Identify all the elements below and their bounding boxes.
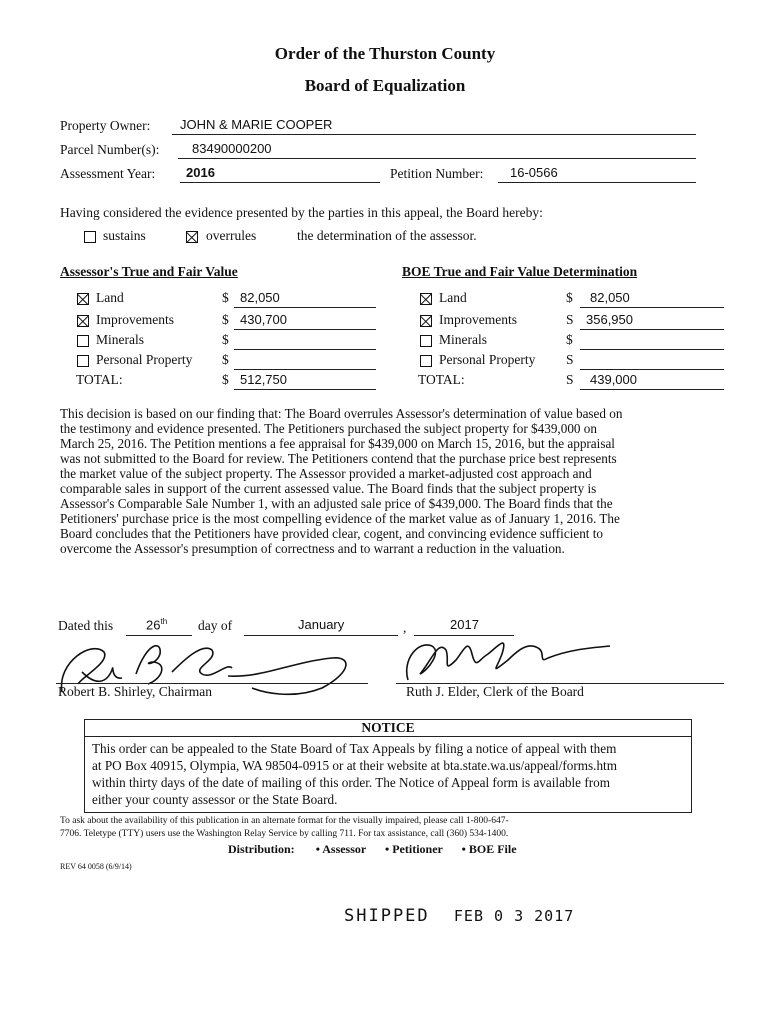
clerk-signature [398,630,618,690]
boe-minerals-currency: $ [566,332,573,347]
findings-line: was not submitted to the Board for review. The Petitioners contend that the purchase price best represents [60,451,617,466]
boe-total-value: 439,000 [590,372,637,387]
findings-line: overcome the Assessor's presumption of correctness and to warrant a reduction in the valuation. [60,541,565,556]
findings-line: the market value of the subject property. The Assessor provided a market-adjusted cost approach and [60,466,592,481]
findings-line: comparable sales in support of the current assessed value. The Board finds that the subject property is [60,481,597,496]
parcel-label: Parcel Number(s): [60,142,160,157]
boe-total-underline [580,388,724,390]
assessor-improvements-underline [234,328,376,330]
assessor-personal-property-label: Personal Property [96,352,193,367]
dated-dayof: day of [198,618,233,633]
boe-improvements-underline [580,328,724,330]
dated-prefix: Dated this [58,618,114,633]
notice-line: either your county assessor or the State Board. [92,792,338,807]
assessor-minerals-currency: $ [222,332,229,347]
findings-line: Board concludes that the Petitioners have provided clear, cogent, and convincing evidence sufficient to [60,526,604,541]
assessor-total-value: 512,750 [240,372,287,387]
overrules-checkbox [186,231,198,243]
findings-line: Petitioners' purchase price is the most compelling evidence of the market value as of January 1, 2016. The [60,511,620,526]
boe-land-underline [580,306,724,308]
findings-paragraph [60,406,720,556]
boe-minerals-underline [580,348,724,350]
assessor-land-checkbox [77,293,89,305]
dated-year: 2017 [450,617,479,632]
notice-line: within thirty days of the date of mailing of this order. The Notice of Appeal form is available from [92,775,610,790]
assessor-improvements-value: 430,700 [240,312,287,327]
owner-label: Property Owner: [60,118,151,133]
boe-improvements-value: 356,950 [586,312,633,327]
distribution-item: • Assessor [315,842,367,856]
boe-land-checkbox [420,293,432,305]
distribution-item: • BOE File [461,842,517,856]
form-id: REV 64 0058 (6/9/14) [60,862,132,871]
findings-line: March 25, 2016. The Petition mentions a fee appraisal for $439,000 on March 15, 2016, but the appraisal [60,436,615,451]
assessor-personal-property-currency: $ [222,352,229,367]
assessor-minerals-checkbox [77,335,89,347]
distribution-row [228,842,517,857]
notice-text [92,740,688,808]
distribution-item: • Petitioner [385,842,443,856]
chairman-name: Robert B. Shirley, Chairman [58,684,212,699]
accessibility-line: To ask about the availability of this publication in an alternate format for the visually impaired, please call 1-800-647- [60,816,509,826]
assessor-heading: Assessor's True and Fair Value [60,264,238,279]
parcel-value: 83490000200 [192,141,272,156]
owner-underline [172,133,696,135]
boe-improvements-label: Improvements [439,312,517,327]
owner-value: JOHN & MARIE COOPER [180,117,333,132]
boe-personal-property-label: Personal Property [439,352,536,367]
boe-land-label: Land [439,290,467,305]
distribution-label: Distribution: [228,842,295,856]
assessor-minerals-label: Minerals [96,332,144,347]
shipped-date: FEB 0 3 2017 [453,907,575,925]
assessment-year-label: Assessment Year: [60,166,156,181]
document-title-line1: Order of the Thurston County [274,44,496,63]
boe-land-currency: $ [566,290,573,305]
assessor-land-label: Land [96,290,124,305]
boe-personal-property-checkbox [420,355,432,367]
decision-tail: the determination of the assessor. [297,228,477,243]
assessor-land-value: 82,050 [240,290,280,305]
boe-total-label: TOTAL: [418,372,465,387]
parcel-underline [178,157,696,159]
boe-land-value: 82,050 [590,290,630,305]
petition-number-value: 16-0566 [510,165,558,180]
assessment-year-underline [180,181,380,183]
dated-day: 26th [146,617,168,633]
boe-improvements-currency: S [566,312,574,327]
assessor-personal-property-checkbox [77,355,89,367]
boe-improvements-checkbox [420,315,432,327]
notice-line: at PO Box 40915, Olympia, WA 98504-0915 or at their website at bta.state.wa.us/appeal/forms.htm [92,758,617,773]
accessibility-line: 7706. Teletype (TTY) users use the Washington Relay Service by calling 711. For tax assistance, call (360) 534-1400. [60,829,509,839]
boe-personal-property-currency: S [566,352,574,367]
dated-month: January [298,617,345,632]
sustains-checkbox [84,231,96,243]
notice-line: This order can be appealed to the State Board of Tax Appeals by filing a notice of appeal with them [92,741,617,756]
boe-minerals-label: Minerals [439,332,487,347]
boe-minerals-checkbox [420,335,432,347]
document-title-line2: Board of Equalization [304,76,466,95]
dated-comma: , [403,620,407,635]
petition-number-label: Petition Number: [390,166,484,181]
assessor-improvements-currency: $ [222,312,229,327]
shipped-text: SHIPPED [344,906,430,926]
assessment-year-value: 2016 [186,165,215,180]
assessor-personal-property-underline [234,368,376,370]
assessor-improvements-checkbox [77,315,89,327]
boe-total-currency: S [566,372,574,387]
assessor-improvements-label: Improvements [96,312,174,327]
assessor-total-currency: $ [222,372,229,387]
petition-number-underline [498,181,696,183]
assessor-land-underline [234,306,376,308]
assessor-land-currency: $ [222,290,229,305]
decision-intro: Having considered the evidence presented by the parties in this appeal, the Board hereby: [60,205,543,220]
clerk-name: Ruth J. Elder, Clerk of the Board [406,684,584,699]
findings-line: This decision is based on our finding that: The Board overrules Assessor's determination of value based on [60,406,623,421]
assessor-total-underline [234,388,376,390]
assessor-minerals-underline [234,348,376,350]
findings-line: Assessor's Comparable Sale Number 1, with an adjusted sale price of $439,000. The Board finds that the [60,496,613,511]
sustains-label: sustains [103,228,146,243]
accessibility-note [60,815,720,841]
findings-line: the testimony and evidence presented. The Petitioners purchased the subject property for $439,000 on [60,421,597,436]
boe-heading: BOE True and Fair Value Determination [402,264,638,279]
boe-personal-property-underline [580,368,724,370]
shipped-stamp [344,906,574,926]
notice-heading: NOTICE [361,720,415,735]
assessor-total-label: TOTAL: [76,372,123,387]
overrules-label: overrules [206,228,257,243]
